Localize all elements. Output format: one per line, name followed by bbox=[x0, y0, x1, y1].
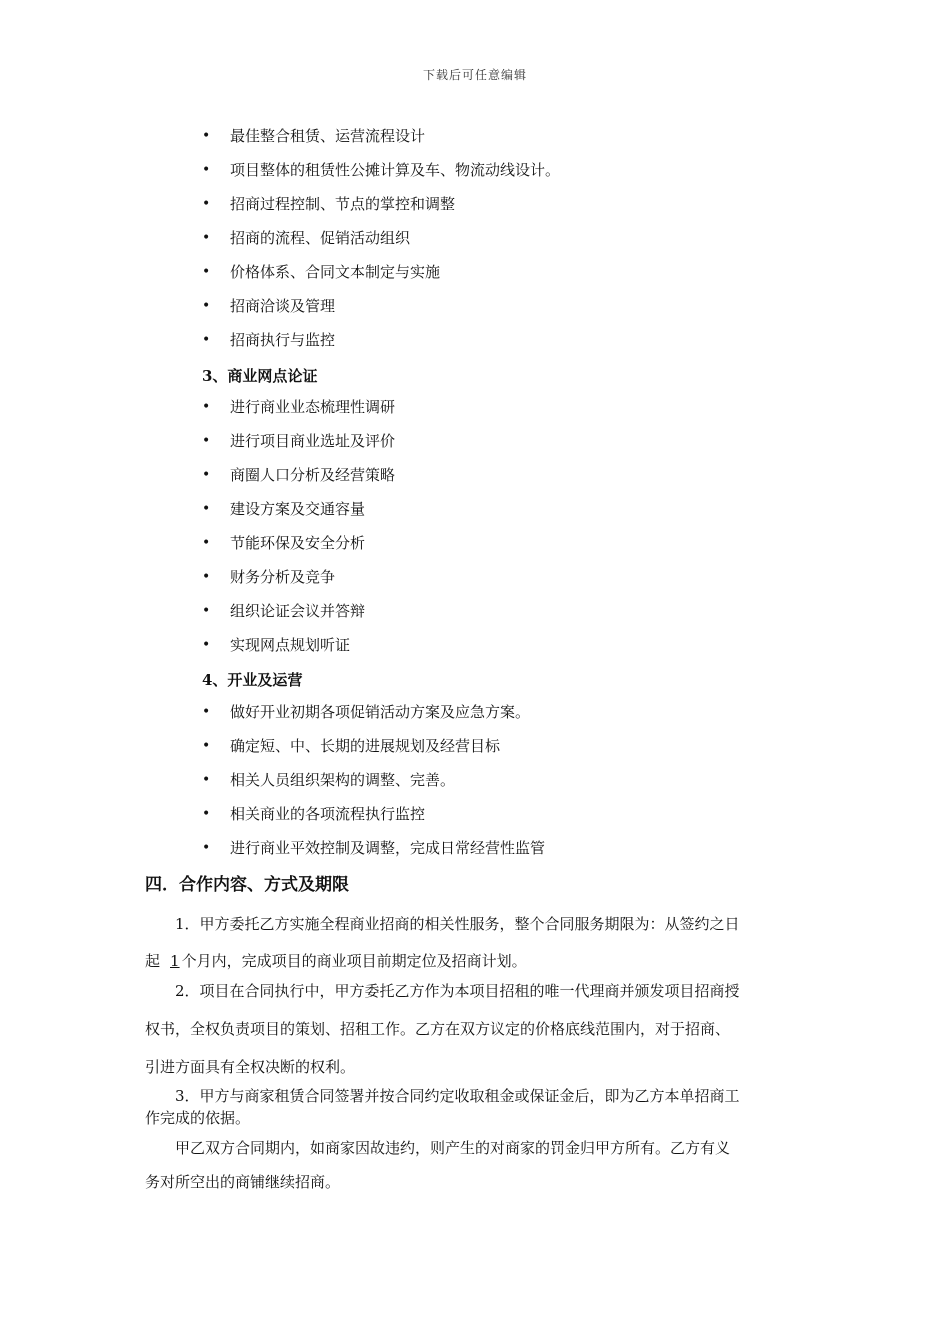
paragraph-breach-clause bbox=[145, 1131, 807, 1199]
bullet-icon: • bbox=[202, 501, 211, 517]
list-item-text: 招商洽谈及管理 bbox=[230, 297, 336, 315]
bullet-icon: • bbox=[202, 704, 211, 720]
clause-3-line-2: 作完成的依据。 bbox=[145, 1109, 251, 1127]
bullet-icon: • bbox=[202, 298, 211, 314]
list-item-text: 项目整体的租赁性公摊计算及车、物流动线设计。 bbox=[230, 161, 561, 179]
list-item-text: 最佳整合租赁、运营流程设计 bbox=[230, 127, 426, 145]
breach-clause-line-2: 务对所空出的商铺继续招商。 bbox=[145, 1173, 341, 1191]
bullet-icon: • bbox=[202, 230, 211, 246]
bullet-icon: • bbox=[202, 332, 211, 348]
list-item-text: 商圈人口分析及经营策略 bbox=[230, 466, 396, 484]
list-item-text: 节能环保及安全分析 bbox=[230, 534, 366, 552]
paragraph-clause-1 bbox=[145, 906, 807, 980]
bullet-icon: • bbox=[202, 840, 211, 856]
list-item-text: 相关商业的各项流程执行监控 bbox=[230, 805, 426, 823]
bullet-icon: • bbox=[202, 569, 211, 585]
bullet-icon: • bbox=[202, 603, 211, 619]
paragraph-clause-3 bbox=[145, 1085, 807, 1129]
bullet-icon: • bbox=[202, 806, 211, 822]
bullet-icon: • bbox=[202, 772, 211, 788]
list-item-text: 相关人员组织架构的调整、完善。 bbox=[230, 771, 456, 789]
bullet-icon: • bbox=[202, 162, 211, 178]
clause-1-prefix: 起 bbox=[145, 952, 161, 970]
clause-2-line-2: 权书，全权负责项目的策划、招租工作。乙方在双方议定的价格底线范围内，对于招商、 bbox=[145, 1020, 731, 1038]
bullet-icon: • bbox=[202, 637, 211, 653]
list-item-text: 进行项目商业选址及评价 bbox=[230, 432, 396, 450]
paragraph-clause-2 bbox=[145, 972, 807, 1086]
subheading-opening-operation: 4、开业及运营 bbox=[202, 671, 303, 689]
bullet-icon: • bbox=[202, 738, 211, 754]
list-item-text: 建设方案及交通容量 bbox=[230, 500, 366, 518]
bullet-icon: • bbox=[202, 467, 211, 483]
bullet-icon: • bbox=[202, 264, 211, 280]
clause-1-suffix: 个月内，完成项目的商业项目前期定位及招商计划。 bbox=[181, 952, 527, 970]
list-item-text: 招商过程控制、节点的掌控和调整 bbox=[230, 195, 456, 213]
clause-1-line-1: 1．甲方委托乙方实施全程商业招商的相关性服务，整个合同服务期限为：从签约之日 bbox=[175, 915, 740, 933]
clause-2-line-3: 引进方面具有全权决断的权利。 bbox=[145, 1058, 356, 1076]
bullet-icon: • bbox=[202, 433, 211, 449]
list-item-text: 财务分析及竞争 bbox=[230, 568, 336, 586]
bullet-icon: • bbox=[202, 196, 211, 212]
subheading-commercial-outlet: 3、商业网点论证 bbox=[202, 367, 318, 385]
header-note: 下载后可任意编辑 bbox=[422, 68, 527, 82]
clause-3-line-1: 3．甲方与商家租赁合同签署并按合同约定收取租金或保证金后，即为乙方本单招商工 bbox=[175, 1087, 740, 1105]
list-item-text: 组织论证会议并答辩 bbox=[230, 602, 366, 620]
bullet-icon: • bbox=[202, 399, 211, 415]
bullet-icon: • bbox=[202, 535, 211, 551]
section-title-cooperation: 四．合作内容、方式及期限 bbox=[145, 875, 349, 895]
breach-clause-line-1: 甲乙双方合同期内，如商家因故违约，则产生的对商家的罚金归甲方所有。乙方有义 bbox=[175, 1139, 731, 1157]
list-item-text: 实现网点规划听证 bbox=[230, 636, 351, 654]
bullet-icon: • bbox=[202, 128, 211, 144]
list-item-text: 做好开业初期各项促销活动方案及应急方案。 bbox=[230, 703, 531, 721]
list-item-text: 确定短、中、长期的进展规划及经营目标 bbox=[230, 737, 501, 755]
list-item-text: 招商的流程、促销活动组织 bbox=[230, 229, 411, 247]
list-item-text: 价格体系、合同文本制定与实施 bbox=[230, 263, 441, 281]
list-item-text: 招商执行与监控 bbox=[230, 331, 336, 349]
list-item-text: 进行商业平效控制及调整，完成日常经营性监管 bbox=[230, 839, 546, 857]
list-item-text: 进行商业业态梳理性调研 bbox=[230, 398, 396, 416]
months-value: 1 bbox=[170, 952, 180, 970]
clause-2-line-1: 2．项目在合同执行中，甲方委托乙方作为本项目招租的唯一代理商并颁发项目招商授 bbox=[175, 982, 740, 1000]
